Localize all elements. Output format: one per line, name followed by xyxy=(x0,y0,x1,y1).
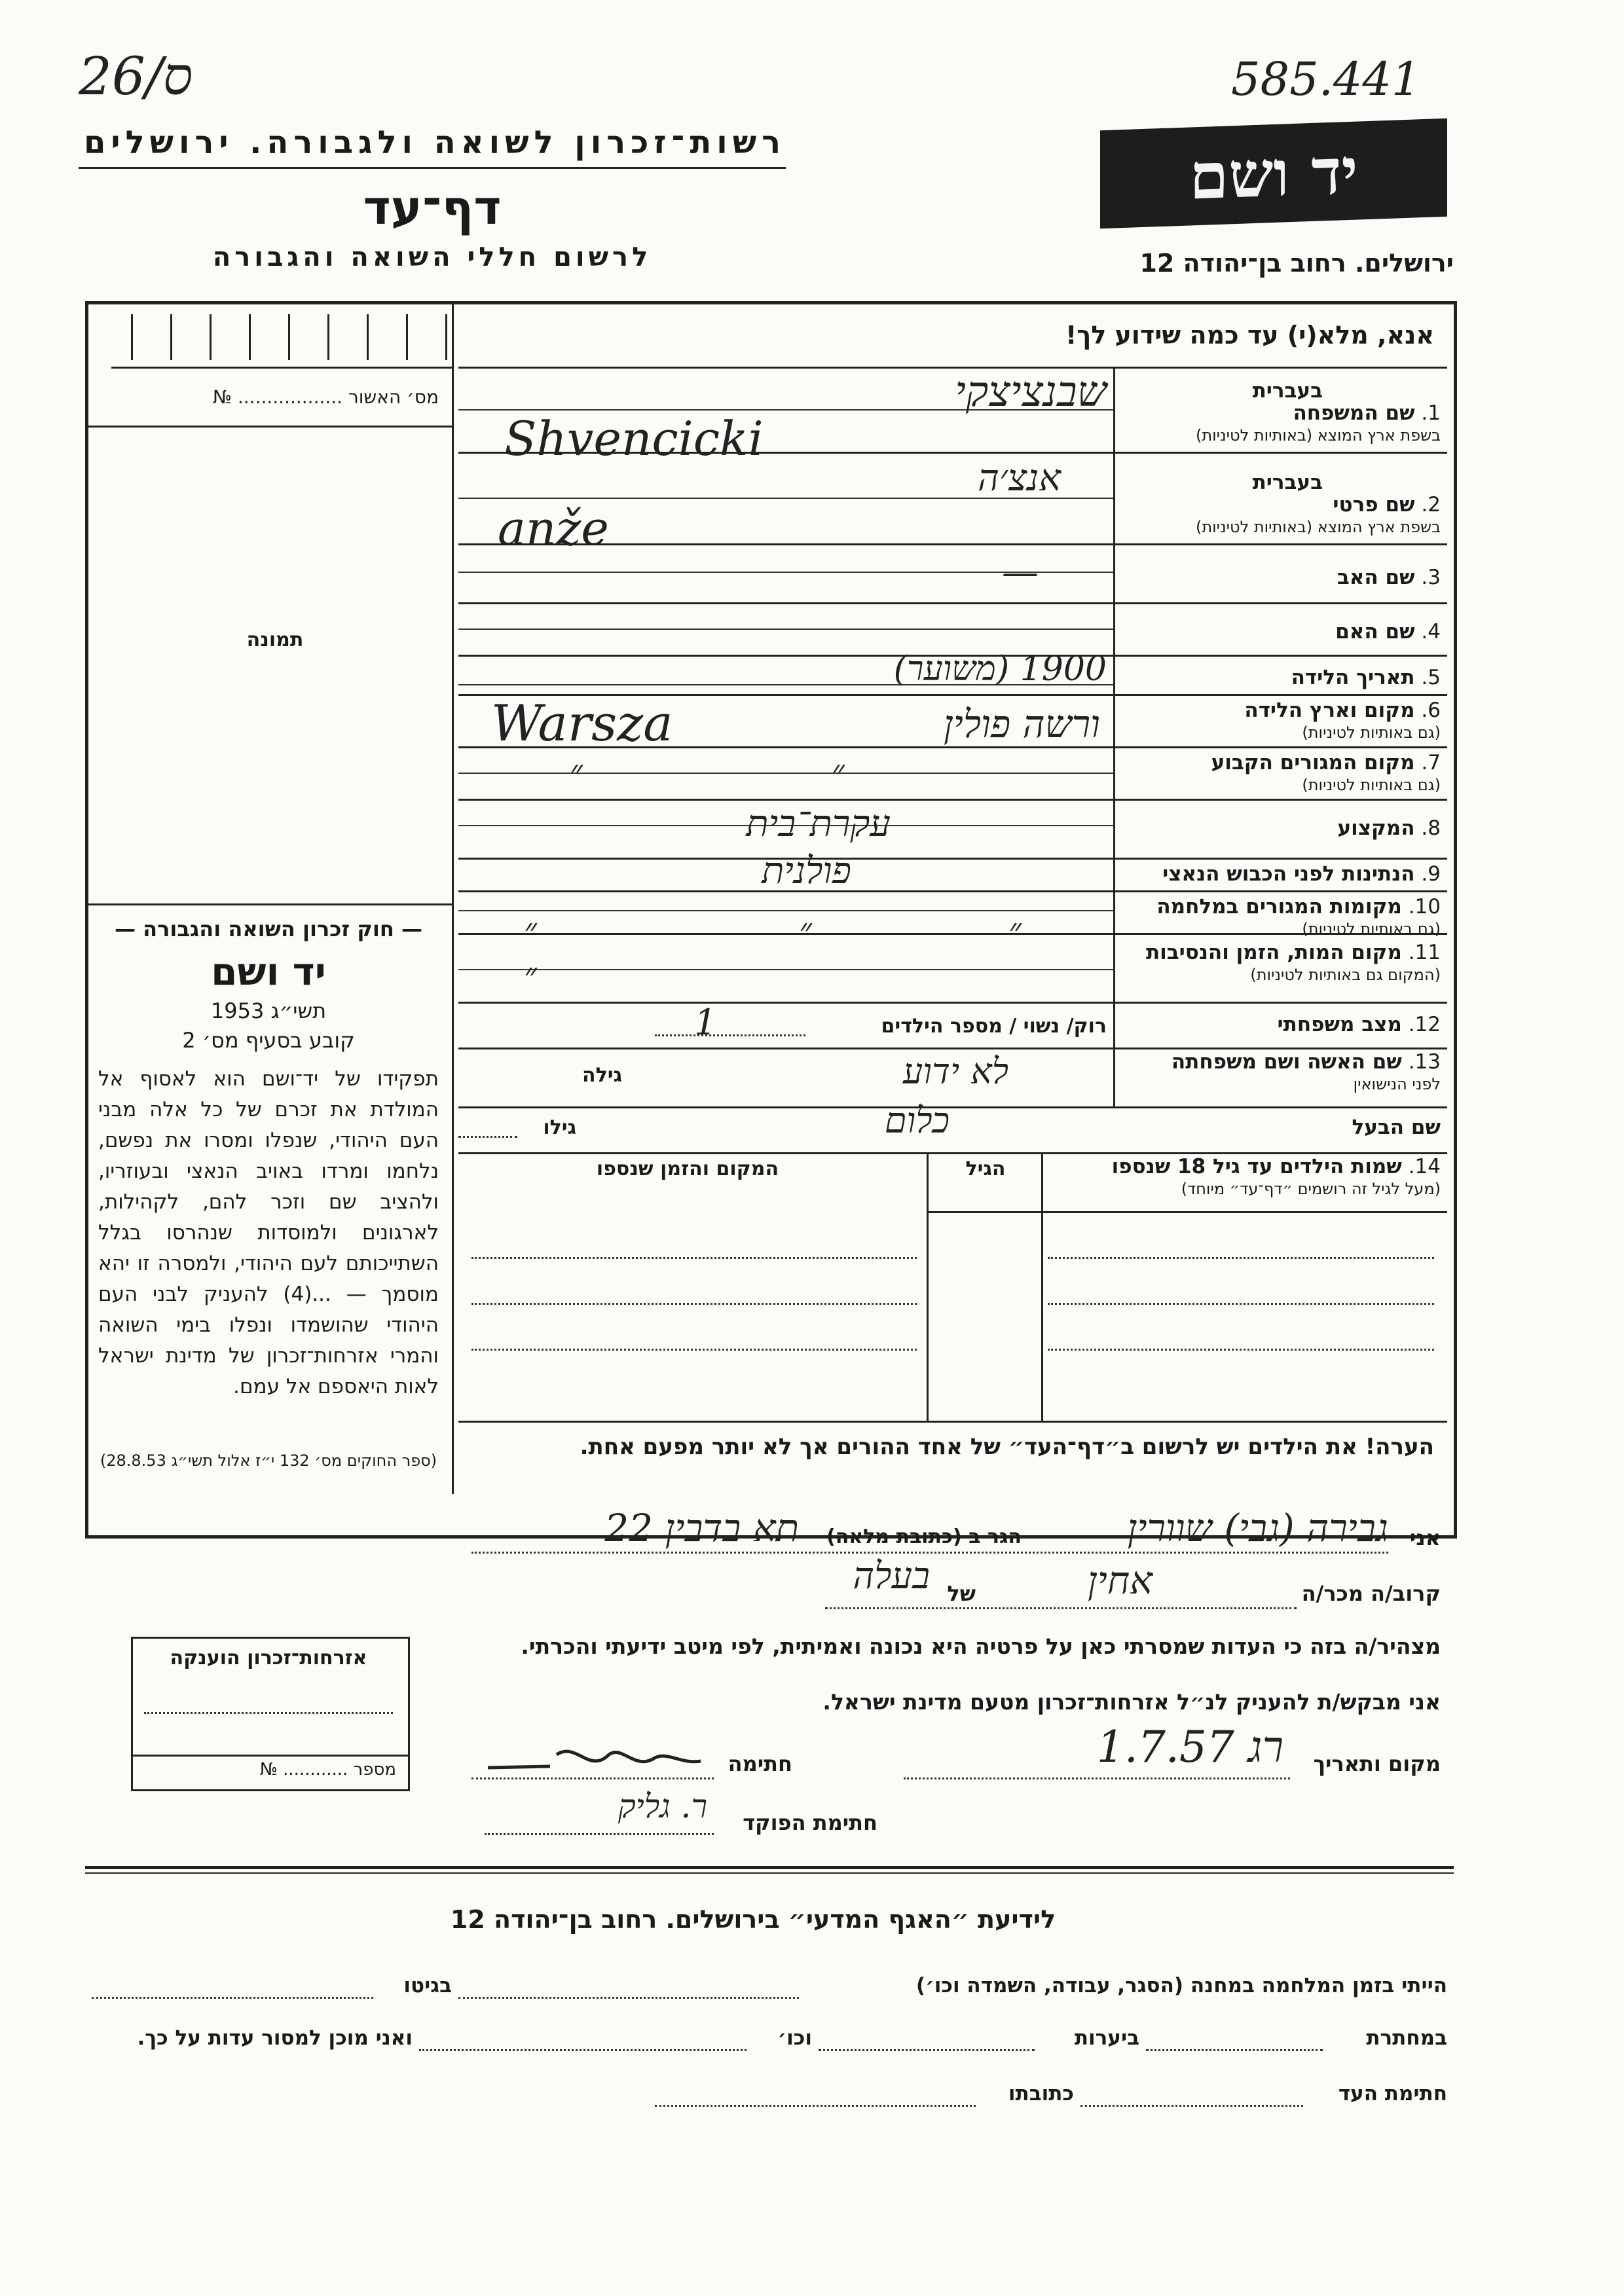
field-9-label: 9. הנתינות לפני הכבוש הנאצי xyxy=(1162,862,1441,886)
children-age-header: הגיל xyxy=(965,1157,1006,1180)
form-title: דף־עד xyxy=(363,180,502,235)
photo-placeholder: תמונה xyxy=(246,629,304,651)
law-title: — חוק זכרון השואה והגבורה — xyxy=(115,917,422,941)
field-8-label: 8. המקצוע xyxy=(1337,816,1441,840)
footer-camp-label: הייתי בזמן המלחמה במחנה (הסגר, עבודה, השמדה וכו׳) xyxy=(915,1974,1447,1997)
marital-status-options[interactable]: רוק/ נשוי / מספר הילדים xyxy=(881,1015,1107,1038)
law-text: תפקידו של יד־ושם הוא לאסוף אל המולדת את זכרם של כל אלה מבני העם היהודי, שנפלו ומסרו את נפשם, נלחמו ומרדו באויב הנאצי ובעוזריו, ולהציב שם וזכר להם, לקהילות, לארגונים ולמוסדות שנהרסו בגלל השתייכותם לעם היהודי, ולמסרה זו יהא מוסמך — ...(4) להעניק לבני העם היהודי שהושמדו ונפלו בימי השואה והמרי אזרחות־זכרון של מדינת ישראל לאות היאספם אל עמם. xyxy=(98,1067,439,1398)
law-year: תשי״ג 1953 xyxy=(210,998,327,1023)
field-4-label: 4. שם האם xyxy=(1335,620,1441,644)
note-text: הערה! את הילדים יש לרשום ב״דף־העד״ של אחד ההורים אך לא יותר מפעם אחת. xyxy=(580,1434,1434,1460)
footer-witness-signature-label: חתימת העד xyxy=(1338,2082,1447,2105)
citizenship-title: אזרחות־זכרון הוענקה xyxy=(170,1647,367,1669)
label-column-divider xyxy=(1113,367,1115,1106)
declarant-label: אני xyxy=(1409,1525,1441,1550)
surname-latin[interactable]: Shvencicki xyxy=(504,411,764,466)
authority-line: רשות־זכרון לשואה ולגבורה. ירושלים xyxy=(83,124,786,161)
intro-instruction: אנא, מלא(י) עד כמה שידוע לך! xyxy=(1065,321,1434,350)
footer-address-label: כתובתו xyxy=(1008,2082,1074,2105)
wife-age-label: גילה xyxy=(582,1064,622,1087)
children-place-header: המקום והזמן שנספו xyxy=(596,1157,779,1180)
declarant-name[interactable]: גבירה (גבי) שוורין xyxy=(1127,1506,1388,1550)
footer-underground-label: במחתרת xyxy=(1366,2026,1447,2050)
relation-value[interactable]: אחין xyxy=(1087,1558,1153,1603)
birthplace-hebrew[interactable]: ורשה פולין xyxy=(943,702,1100,746)
field-5-label: 5. תאריך הלידה xyxy=(1291,666,1441,689)
birthplace-latin[interactable]: Warsza xyxy=(491,694,673,752)
signature-label: חתימה xyxy=(728,1751,792,1776)
wartime-residence-ditto-2[interactable]: ״ xyxy=(799,911,812,951)
citizenship-value[interactable]: פולנית xyxy=(762,850,851,892)
field-2-label: בעברית 2. שם פרטי בשפת ארץ המוצא (באותיות לטיניות) xyxy=(1196,471,1441,536)
law-source: (ספר החוקים מס׳ 132 י״ז אלול תשי״ג 28.8.53) xyxy=(100,1451,437,1470)
place-date-value[interactable]: רג 1.7.57 xyxy=(1096,1722,1283,1772)
field-13-label: 13. שם האשה ושם משפחתה לפני הנישואין xyxy=(1171,1050,1441,1093)
footer-forests-label: ביערות xyxy=(1074,2026,1139,2050)
citizenship-request: אני מבקש/ת להעניק לנ״ל אזרחות־זכרון מטעם מדינת ישראל. xyxy=(822,1689,1441,1715)
field-7-label: 7. מקום המגורים הקבוע (גם באותיות לטיניות) xyxy=(1211,751,1441,794)
of-label: של xyxy=(947,1581,976,1606)
left-column-divider xyxy=(452,302,454,1494)
husband-age-label: גילו xyxy=(543,1116,576,1139)
birth-date-value[interactable]: 1900 (משוער) xyxy=(893,649,1107,689)
field-1-label: בעברית 1. שם המשפחה בשפת ארץ המוצא (באותיות לטיניות) xyxy=(1196,379,1441,445)
law-name: יד ושם xyxy=(211,949,326,994)
place-date-label: מקום ותאריך xyxy=(1313,1751,1441,1776)
yad-vashem-logo xyxy=(1100,118,1447,229)
residence-ditto-2[interactable]: ״ xyxy=(832,753,845,792)
approval-tickboxes xyxy=(111,314,452,369)
right-reference: 585.441 xyxy=(1231,52,1421,106)
husband-name-value[interactable]: כלום xyxy=(884,1100,950,1141)
official-signature-label: חתימת הפוקד xyxy=(743,1810,877,1835)
first-name-latin[interactable]: anže xyxy=(498,501,609,556)
declarant-signature xyxy=(485,1735,707,1781)
left-reference: 26/ס xyxy=(79,46,193,107)
children-count-value[interactable]: 1 xyxy=(694,1002,717,1043)
footer-title: לידיעת ״האגף המדעי״ בירושלים. רחוב בן־יהודה 12 xyxy=(450,1905,1056,1934)
field-11-label: 11. מקום המות, הזמן והנסיבות (המקום גם באותיות לטיניות) xyxy=(1145,941,1441,984)
header-rule xyxy=(79,167,786,169)
death-place-ditto[interactable]: ״ xyxy=(524,956,537,995)
field-3-label: 3. שם האב xyxy=(1337,566,1441,589)
address-line: ירושלים. רחוב בן־יהודה 12 xyxy=(1139,249,1454,278)
of-value[interactable]: בעלה xyxy=(853,1555,930,1597)
footer-rule xyxy=(85,1866,1454,1869)
first-name-hebrew[interactable]: אנצ׳ה xyxy=(978,457,1061,500)
declaration-statement: מצהיר/ה בזה כי העדות שמסרתי כאן על פרטיה היא נכונה ואמיתית, לפי מיטב ידיעתי והכרתי. xyxy=(521,1633,1441,1659)
wartime-residence-ditto-3[interactable]: ״ xyxy=(1008,911,1022,951)
field-6-label: 6. מקום וארץ הלידה (גם באותיות לטיניות) xyxy=(1244,699,1441,742)
citizenship-number: מספר ............ № xyxy=(259,1760,396,1779)
profession-value[interactable]: עקרת־בית xyxy=(746,803,891,845)
approval-number-label: מס׳ האשור .................. № xyxy=(212,386,439,408)
footer-ghetto-label: בגיטו xyxy=(403,1974,452,1997)
law-clause: קובע בסעיף מס׳ 2 xyxy=(182,1028,355,1053)
declarant-address-label: הגר ב (כתובת מלאה) xyxy=(826,1525,1022,1548)
wife-name-value[interactable]: לא ידוע xyxy=(902,1051,1008,1092)
relative-label: קרוב/ה מכר/ה xyxy=(1301,1581,1441,1606)
form-subtitle: לרשום חללי השואה והגבורה xyxy=(212,242,652,272)
husband-label: שם הבעל xyxy=(1352,1116,1441,1139)
footer-etc-label: וכו׳ xyxy=(777,2026,812,2050)
field-14-label: 14. שמות הילדים עד גיל 18 שנספו (מעל לגיל זה רושמים ״דף־עד״ מיוחד) xyxy=(1111,1155,1441,1198)
logo-text: יד ושם xyxy=(1189,134,1358,213)
field-12-label: 12. מצב משפחתי xyxy=(1277,1013,1441,1036)
wartime-residence-ditto-1[interactable]: ״ xyxy=(524,911,537,951)
footer-ready-label: ואני מוכן למסור עדות על כך. xyxy=(137,2026,413,2050)
declarant-address[interactable]: תא בדבין 22 xyxy=(604,1506,799,1550)
father-name-value[interactable]: — xyxy=(1002,551,1039,594)
field-10-label: 10. מקומות המגורים במלחמה (גם באותיות לטיניות) xyxy=(1156,895,1441,938)
residence-ditto-1[interactable]: ״ xyxy=(570,753,583,792)
surname-hebrew[interactable]: שבנציצקי xyxy=(955,368,1107,416)
official-signature-value: ר. גליק xyxy=(618,1787,707,1825)
